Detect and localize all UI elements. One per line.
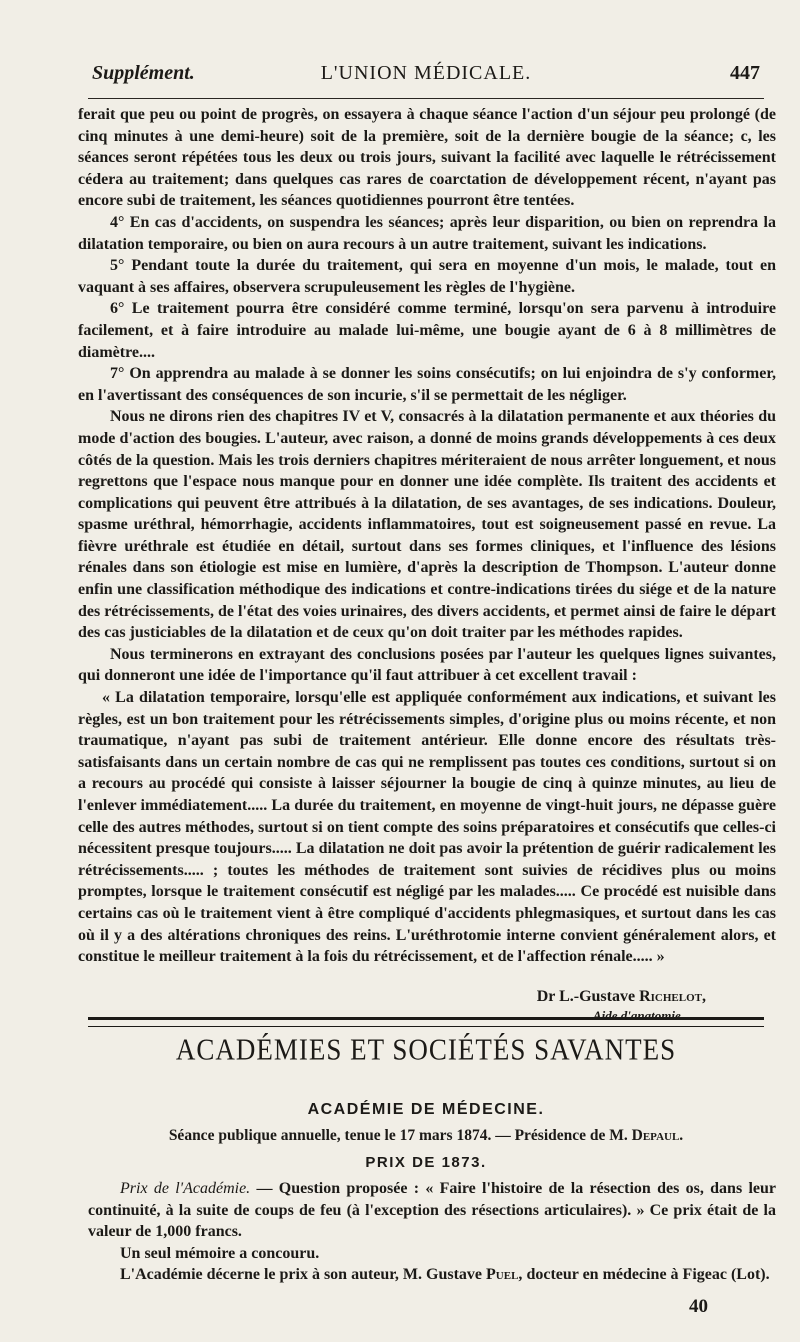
paragraph-item-7: 7° On apprendra au malade à se donner les soins consécutifs; on lui enjoindra de s'y conformer, en l'avertissant des conséquences de son incurie, s'il se permettait de les négliger.: [78, 365, 776, 404]
paragraph-item-5: 5° Pendant toute la durée du traitement, qui sera en moyenne d'un mois, le malade, tout en vaquant à ses affaires, observera scrupuleusement les règles de l'hygiène.: [78, 257, 776, 296]
prize-body: [88, 1178, 776, 1286]
header-journal-title: L'UNION MÉDICALE.: [320, 62, 532, 84]
seance-line: [88, 1127, 764, 1145]
article-body: [78, 104, 776, 968]
paragraph-continuation: ferait que peu ou point de progrès, on essayera à chaque séance l'action d'un séjour peu prolongé (de cinq minutes à une demi-heure) soit de la première, soit de la dernière bougie de la séance; c, les séances seront répétées tous les deux ou trois jours, suivant la facilité avec laquelle le rétrécissement cédera au traitement; dans quelques cas rares de coarctation de développement récent, n'ayant pas encore subi de traitement, les séances quotidiennes pourront être tentées.: [78, 106, 776, 210]
author-title: Aide d'anatomie.: [593, 1008, 684, 1023]
prize-submissions: Un seul mémoire a concouru.: [120, 1244, 320, 1262]
prize-question-text: — Question proposée : « Faire l'histoire de la résection des os, dans leur continuité, à la suite de coups de feu (à l'exception des résections articulaires). » Ce prix était de la valeur de 1,000 francs.: [88, 1180, 777, 1241]
author-name: Dr L.-Gustave Richelot,: [536, 988, 706, 1005]
prize-label: Prix de l'Académie.: [120, 1180, 251, 1197]
header-rule: [88, 98, 764, 99]
paragraph-item-4: 4° En cas d'accidents, on suspendra les séances; après leur disparition, ou bien on reprendra la dilatation temporaire, ou bien on aura recours à un autre traitement, suivant les indications.: [78, 213, 776, 253]
header-page-number: 447: [730, 62, 760, 84]
prize-award-rest: docteur en médecine à Figeac (Lot).: [522, 1266, 770, 1284]
prize-year-heading: PRIX DE 1873.: [365, 1154, 487, 1171]
prize-award: [88, 1264, 776, 1286]
seance-text: Séance publique annuelle, tenue le 17 mars 1874. — Présidence de M.: [168, 1127, 628, 1144]
academy-heading: ACADÉMIE DE MÉDECINE.: [307, 1101, 545, 1118]
president-name: Depaul.: [631, 1127, 684, 1144]
paragraph-conclusion-intro: Nous terminerons en extrayant des conclusions posées par l'auteur les quelques lignes suivantes, qui donneront une idée de l'importance qu'il faut attribuer à cet excellent travail :: [78, 645, 776, 685]
paragraph-quotation: « La dilatation temporaire, lorsqu'elle est appliquée conformément aux indications, et suivant les règles, est un bon traitement pour les rétrécissements simples, d'origine plus ou moins récente, et non traumatique, n'ayant pas subi de traitement antérieur. Elle donne encore des résultats très-satisfaisants dans un certain nombre de cas qui ne remplissent pas toutes ces conditions, surtout si on a recours au procédé qui consiste à laisser séjourner la bougie de cinq à quinze minutes, au lieu de l'enlever immédiatement..... La durée du traitement, en moyenne de vingt-huit jours, ne dépasse guère celle des autres méthodes, surtout si on tient compte des soins préparatoires et consécutifs que celles-ci nécessitent presque toujours..... La dilatation ne doit pas avoir la prétention de guérir radicalement les rétrécissements..... ; toutes les méthodes de traitement sont suivies de récidives plus ou moins promptes, lorsque le traitement consécutif est négligé par les malades..... Ce procédé est nuisible dans certains cas où le traitement vient à être compliqué d'accidents phlegmasiques, et surtout dans les cas où il y a des altérations chroniques des reins. L'uréthrotomie interne convient généralement alors, et constitue le meilleur traitement à la fois du rétrécissement, et de l'affection rénale..... »: [78, 689, 776, 966]
section-title: ACADÉMIES ET SOCIÉTÉS SAVANTES: [175, 1031, 677, 1067]
paragraph-item-6: 6° Le traitement pourra être considéré comme terminé, lorsqu'on sera parvenu à introduire facilement, et à faire introduire au malade lui-même, une bougie ayant de 6 à 8 millimètres de diamètre....: [78, 300, 776, 361]
signature-folio: 40: [689, 1296, 708, 1317]
running-head: [88, 62, 764, 88]
author-surname: Richelot: [639, 988, 702, 1005]
prize-award-text: L'Académie décerne le prix à son auteur, M. Gustave: [120, 1266, 483, 1284]
header-supplement: Supplément.: [92, 62, 195, 84]
prize-winner: Puel,: [486, 1266, 523, 1284]
paragraph-review: Nous ne dirons rien des chapitres IV et V, consacrés à la dilatation permanente et aux théories du mode d'action des bougies. L'auteur, avec raison, a donné de moins grands développements à ces deux côtés de la question. Mais les trois derniers chapitres mériteraient de nous arrêter longuement, et nous regrettons que l'espace nous manque pour en donner une idée complète. Ils traitent des accidents et complications qui peuvent être attribués à la dilatation, de ses avantages, de ses indications. Douleur, spasme uréthral, hémorrhagie, accidents inflammatoires, tout est soigneusement passé en revue. La fièvre uréthrale est étudiée en détail, surtout dans ses formes cliniques, et l'influence des lésions rénales dans son étiologie est mise en lumière, d'après la description de Thompson. L'auteur donne enfin une classification méthodique des indications et contre-indications tirées du siége et de la nature des rétrécissements, de l'état des voies urinaires, des divers accidents, et permet ainsi de faire le départ des cas justiciables de la dilatation et de ceux qu'on doit traiter par les méthodes rapides.: [78, 408, 776, 642]
section-divider: [88, 1017, 764, 1027]
author-prefix: Dr L.-Gustave: [536, 988, 636, 1005]
prize-question: [88, 1178, 776, 1243]
